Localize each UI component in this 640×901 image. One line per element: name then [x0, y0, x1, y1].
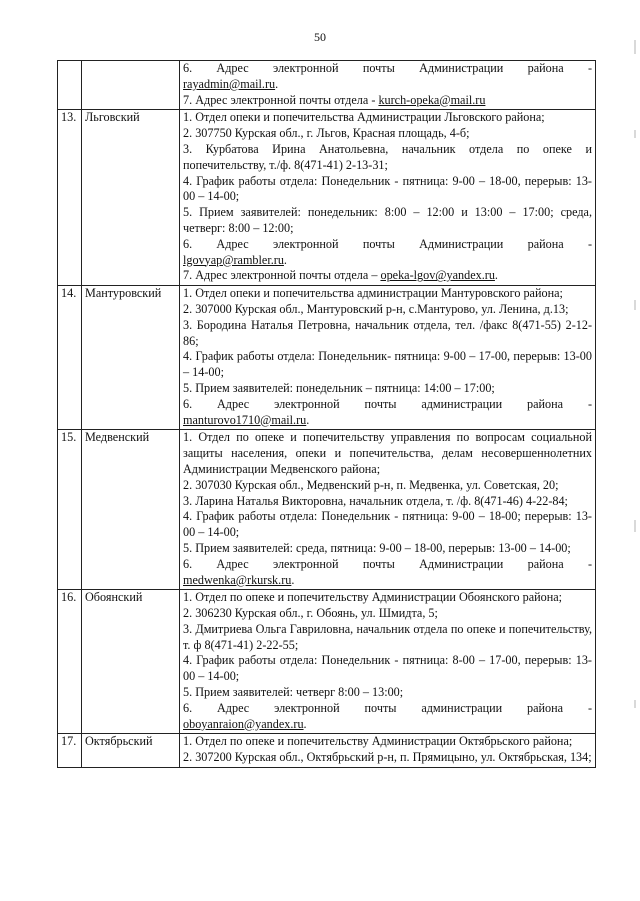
row-number-cell: 17. — [58, 734, 82, 768]
scan-mark — [634, 130, 636, 138]
district-info-cell — [180, 61, 596, 110]
email-address: medwenka@rkursk.ru — [183, 572, 292, 587]
district-name-cell: Медвенский — [82, 430, 180, 590]
info-line: 4. График работы отдела: Понедельник- пятница: 9-00 – 17-00, перерыв: 13-00 – 14-00; — [183, 349, 592, 380]
info-line: 4. График работы отдела: Понедельник - пятница: 8-00 – 17-00, перерыв: 13-00 – 14-00; — [183, 653, 592, 684]
info-line: 5. Прием заявителей: четверг 8:00 – 13:00; — [183, 685, 404, 700]
info-line: 3. Дмитриева Ольга Гавриловна, начальник отдела по опеке и попечительству, т. ф 8(471-41) 2-22-55; — [183, 621, 592, 652]
info-line: rayadmin@mail.ru. — [183, 76, 279, 91]
info-line: 1. Отдел опеки и попечительства Администрации Льговского района; — [183, 110, 545, 125]
info-line: 1. Отдел по опеке и попечительству Администрации Обоянского района; — [183, 590, 563, 605]
info-line: medwenka@rkursk.ru. — [183, 572, 295, 587]
row-number-cell: 13. — [58, 110, 82, 286]
info-line: 1. Отдел опеки и попечительства администрации Мантуровского района; — [183, 286, 563, 301]
email-address: opeka-lgov@yandex.ru — [380, 268, 495, 283]
info-line: lgovyap@rambler.ru. — [183, 252, 287, 267]
district-info-cell — [180, 110, 596, 286]
scan-mark — [634, 700, 636, 708]
info-line: 3. Ларина Наталья Викторовна, начальник отдела, т. /ф. 8(471-46) 4-22-84; — [183, 493, 568, 508]
info-line: 3. Курбатова Ирина Анатольевна, начальник отдела по опеке и попечительству, т./ф. 8(471-41) 2-13-31; — [183, 141, 592, 172]
info-line: 5. Прием заявителей: среда, пятница: 9-00 – 18-00, перерыв: 13-00 – 14-00; — [183, 540, 571, 555]
table-row — [58, 110, 596, 286]
scan-mark — [634, 520, 636, 532]
info-line: 2. 306230 Курская обл., г. Обоянь, ул. Шмидта, 5; — [183, 606, 438, 621]
info-line: 1. Отдел по опеке и попечительству Администрации Октябрьского района; — [183, 734, 573, 749]
email-address: kurch-opeka@mail.ru — [378, 92, 486, 107]
district-name-cell: Мантуровский — [82, 286, 180, 430]
district-name-cell: Обоянский — [82, 590, 180, 734]
district-info-cell — [180, 590, 596, 734]
info-line: 2. 307750 Курская обл., г. Льгов, Красная площадь, 4-б; — [183, 126, 470, 141]
info-line: 2. 307000 Курская обл., Мантуровский р-н, с.Мантурово, ул. Ленина, д.13; — [183, 301, 569, 316]
info-line: 3. Бородина Наталья Петровна, начальник отдела, тел. /факс 8(471-55) 2-12-86; — [183, 317, 592, 348]
district-name-cell — [82, 61, 180, 110]
info-line: 6. Адрес электронной почты администрации района - — [183, 700, 592, 715]
info-line: 6. Адрес электронной почты Администрации района - — [183, 236, 592, 251]
district-info-cell — [180, 430, 596, 590]
district-info-cell — [180, 286, 596, 430]
info-line: 1. Отдел по опеке и попечительству управления по вопросам социальной защиты населения, опеки и попечительства, делам несовершеннолетних Администрации Медвенского района; — [183, 430, 592, 476]
row-number-cell: 15. — [58, 430, 82, 590]
district-name-cell: Льговский — [82, 110, 180, 286]
row-number-cell: 16. — [58, 590, 82, 734]
info-line: 5. Прием заявителей: понедельник – пятница: 14:00 – 17:00; — [183, 380, 495, 395]
email-address: rayadmin@mail.ru — [183, 76, 276, 91]
email-address: manturovo1710@mail.ru — [183, 412, 307, 427]
scan-mark — [634, 40, 636, 54]
table-row — [58, 590, 596, 734]
info-line: 5. Прием заявителей: понедельник: 8:00 – 12:00 и 13:00 – 17:00; среда, четверг: 8:00 – 12:00; — [183, 205, 592, 235]
info-line: 2. 307200 Курская обл., Октябрьский р-н, п. Прямицыно, ул. Октябрьская, 134; — [183, 750, 592, 765]
info-line: 2. 307030 Курская обл., Медвенский р-н, п. Медвенка, ул. Советская, 20; — [183, 477, 559, 492]
district-info-cell — [180, 734, 596, 768]
table-row — [58, 286, 596, 430]
row-number-cell — [58, 61, 82, 110]
info-line: 6. Адрес электронной почты администрации района - — [183, 396, 592, 411]
row-number-cell: 14. — [58, 286, 82, 430]
info-line: 4. График работы отдела: Понедельник - пятница: 9-00 – 18-00, перерыв: 13-00 – 14-00; — [183, 173, 592, 204]
email-address: lgovyap@rambler.ru — [183, 252, 284, 267]
districts-table — [57, 60, 596, 768]
info-line: 6. Адрес электронной почты Администрации района - — [183, 61, 592, 75]
scan-margin-marks — [628, 0, 638, 901]
email-address: oboyanraion@yandex.ru — [183, 716, 304, 731]
district-name-cell: Октябрьский — [82, 734, 180, 768]
info-line: manturovo1710@mail.ru. — [183, 412, 310, 427]
table-row — [58, 430, 596, 590]
page-number: 50 — [314, 30, 326, 44]
table-body — [58, 61, 596, 768]
info-line: 7. Адрес электронной почты отдела – opeka-lgov@yandex.ru. — [183, 268, 498, 283]
info-line: 7. Адрес электронной почты отдела - kurch-opeka@mail.ru — [183, 92, 486, 107]
info-line: oboyanraion@yandex.ru. — [183, 716, 307, 731]
info-line: 4. График работы отдела: Понедельник - пятница: 9-00 – 18-00; перерыв: 13-00 – 14-00; — [183, 509, 592, 540]
info-line: 6. Адрес электронной почты Администрации района - — [183, 556, 592, 571]
scan-mark — [634, 300, 636, 310]
table-row — [58, 734, 596, 768]
table-row — [58, 61, 596, 110]
